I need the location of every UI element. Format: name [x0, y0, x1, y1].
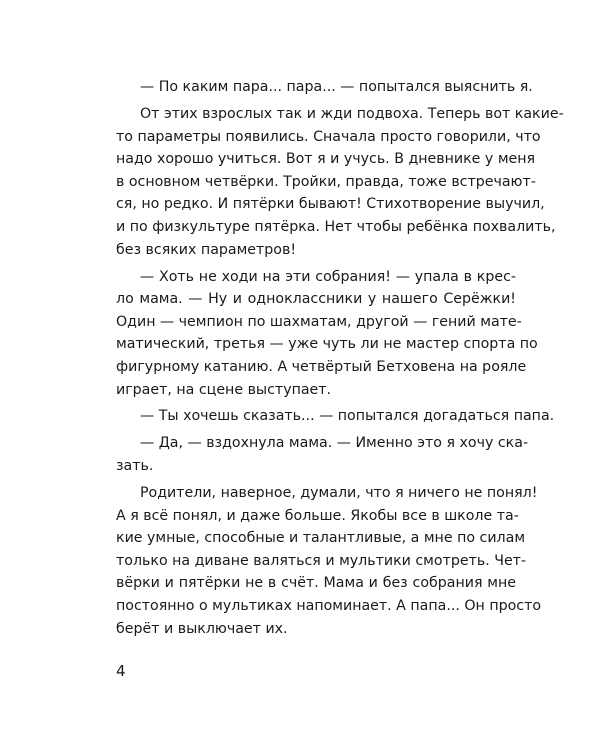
text-line: От этих взрослых так и жди подвоха. Теперь вот какие-	[140, 105, 564, 122]
page-number: 4	[116, 662, 126, 680]
text-line: берёт и выключает их.	[116, 620, 288, 637]
paragraph	[116, 405, 555, 428]
text-line: — Да, — вздохнула мама. — Именно это я хочу ска-	[140, 435, 529, 452]
text-line: надо хорошо учиться. Вот я и учусь. В дневнике у меня	[116, 151, 536, 168]
text-line: матический, третья — уже чуть ли не мастер спорта по	[116, 336, 538, 353]
text-line: — По каким пара... пара... — попытался выяснить я.	[140, 79, 533, 95]
paragraph	[116, 76, 533, 99]
text-line: — Ты хочешь сказать... — попытался догадаться папа.	[140, 408, 555, 425]
text-line: постоянно о мультиках напоминает. А папа... Он просто	[116, 598, 542, 615]
text-line: А я всё понял, и даже больше. Якобы все в школе та-	[116, 507, 519, 524]
text-line: только на диване валяться и мультики смотреть. Чет-	[116, 552, 527, 569]
text-line: зать.	[116, 458, 154, 475]
paragraph	[116, 266, 538, 402]
text-line: ся, но редко. И пятёрки бывают! Стихотворение выучил,	[116, 196, 545, 213]
text-line: и по физкультуре пятёрка. Нет чтобы ребёнка похвалить,	[116, 218, 556, 235]
text-line: играет, на сцене выступает.	[116, 381, 332, 398]
text-line: — Хоть не ходи на эти собрания! — упала в крес-	[140, 268, 516, 285]
text-line: вёрки и пятёрки не в счёт. Мама и без собрания мне	[116, 575, 516, 592]
paragraph	[116, 103, 564, 261]
text-line: Родители, наверное, думали, что я ничего не понял!	[140, 485, 538, 502]
text-line: то параметры появились. Сначала просто говорили, что	[116, 128, 541, 145]
paragraph	[116, 482, 542, 640]
page-text	[116, 76, 564, 640]
text-line: кие умные, способные и талантливые, а мне по силам	[116, 530, 526, 547]
text-line: ло мама. — Ну и одноклассники у нашего Серёжки!	[116, 291, 516, 308]
text-line: в основном четвёрки. Тройки, правда, тоже встречают-	[116, 173, 536, 190]
text-line: Один — чемпион по шахматам, другой — гений мате-	[116, 313, 522, 330]
paragraph	[116, 432, 529, 477]
text-line: без всяких параметров!	[116, 241, 297, 258]
text-line: фигурному катанию. А четвёртый Бетховена на рояле	[116, 358, 527, 375]
